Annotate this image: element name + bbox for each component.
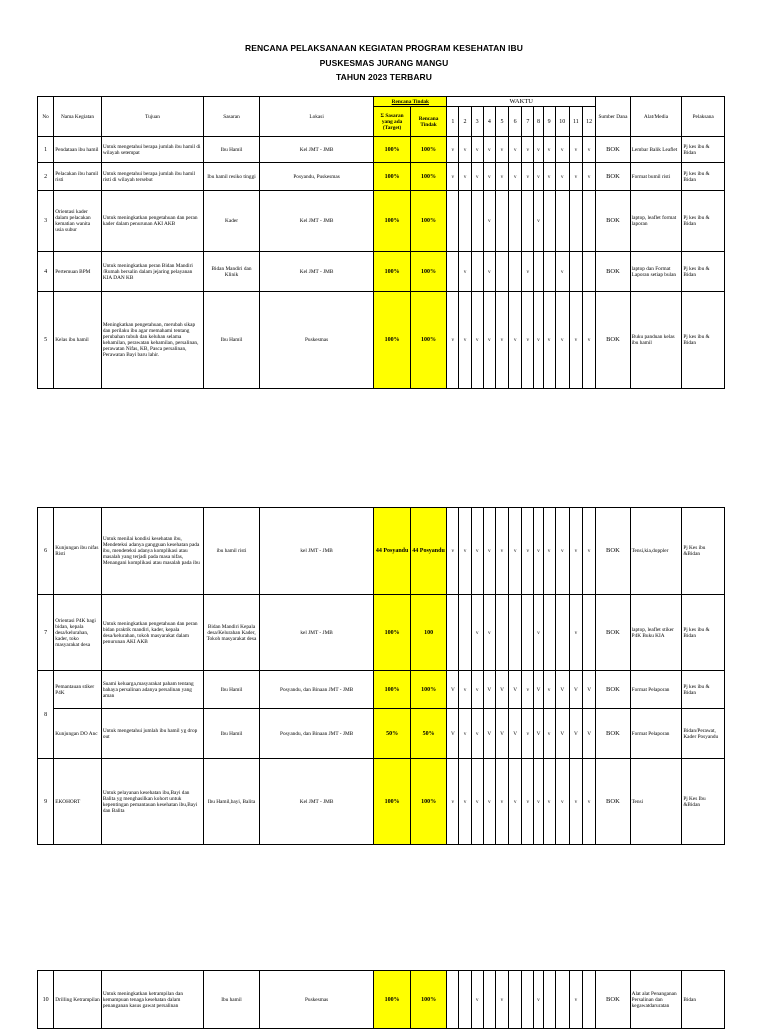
- month-mark: [471, 252, 483, 292]
- month-mark: [471, 191, 483, 252]
- activity-target-group: Ibu Hamil,bayi, Balita: [204, 759, 260, 845]
- row-number: 8: [38, 671, 54, 759]
- month-mark: v: [543, 759, 555, 845]
- col-waktu: WAKTU: [447, 97, 596, 107]
- month-mark: v: [543, 709, 555, 759]
- col-nama: Nama Kegiatan: [54, 97, 102, 137]
- plan-percent: 100: [410, 595, 446, 671]
- table-row: [38, 709, 725, 759]
- target-percent: 100%: [374, 191, 410, 252]
- tools-media: Alat alat Penanganan Persalinan dan kegawatdaruratan: [630, 971, 682, 1029]
- plan-percent: 100%: [410, 971, 446, 1029]
- month-mark: [569, 191, 582, 252]
- table-row: [38, 163, 725, 191]
- month-mark: V: [447, 709, 459, 759]
- activity-location: Posyandu, Puskesmas: [259, 163, 373, 191]
- funding-source: BOK: [596, 137, 630, 163]
- row-number: 2: [38, 163, 54, 191]
- activity-goal: Untuk mengetahui berapa jumlah ibu hamil di wilayah setempat: [101, 137, 203, 163]
- tools-media: Buku panduan kelas ibu hamil: [630, 292, 682, 389]
- col-pelaksana: Pelaksana: [682, 97, 725, 137]
- month-mark: v: [483, 292, 495, 389]
- activity-target-group: Ibu Hamil: [204, 137, 260, 163]
- month-mark: [509, 595, 522, 671]
- plan-table-c: [37, 970, 725, 1029]
- month-mark: [583, 191, 596, 252]
- month-mark: V: [569, 671, 582, 709]
- col-lokasi: Lokasi: [259, 97, 373, 137]
- month-mark: v: [459, 671, 471, 709]
- month-mark: [543, 252, 555, 292]
- activity-name: Drilling Ketrampilan: [54, 971, 102, 1029]
- activity-name: Orientasi kader dalam pelacakan kematian wanita usia subur: [54, 191, 102, 252]
- activity-target-group: Ibu Hamil: [204, 292, 260, 389]
- month-mark: [509, 252, 522, 292]
- month-mark: v: [569, 595, 582, 671]
- month-mark: v: [483, 137, 495, 163]
- table-row: [38, 759, 725, 845]
- month-mark: [583, 252, 596, 292]
- month-mark: v: [471, 971, 483, 1029]
- month-mark: v: [569, 292, 582, 389]
- tools-media: Tensi: [630, 759, 682, 845]
- implementer: Pj Kes Ibu &Bidan: [682, 759, 725, 845]
- month-mark: V: [495, 671, 508, 709]
- col-month: 11: [569, 107, 582, 137]
- plan-percent: 100%: [410, 292, 446, 389]
- activity-location: Kel JMT - JMB: [259, 137, 373, 163]
- month-mark: v: [509, 508, 522, 595]
- month-mark: [522, 971, 534, 1029]
- month-mark: v: [459, 163, 471, 191]
- activity-target-group: Ibu hamil resiko tinggi: [204, 163, 260, 191]
- month-mark: v: [583, 759, 596, 845]
- month-mark: v: [447, 292, 459, 389]
- target-percent: 100%: [374, 137, 410, 163]
- implementer: Bidan: [682, 971, 725, 1029]
- month-mark: v: [522, 759, 534, 845]
- activity-target-group: Kader: [204, 191, 260, 252]
- month-mark: v: [534, 292, 543, 389]
- col-month: 12: [583, 107, 596, 137]
- month-mark: [483, 971, 495, 1029]
- activity-goal: Untuk pelayanan kesehatan ibu,Bayi dan Balita yg menghasilkan kohort untuk kepentingan pemantauan kesehatan ibu,Bayi dan Balita: [101, 759, 203, 845]
- row-number: 5: [38, 292, 54, 389]
- activity-location: Kel JMT - JMB: [259, 252, 373, 292]
- month-mark: v: [495, 508, 508, 595]
- row-number: 10: [38, 971, 54, 1029]
- activity-goal: Untuk menilai kondisi kesehatan ibu, Mendeteksi adanya gangguan kesehatan pada ibu, mendeteksi adanya komplikasi atau masalah yang terjadi pada masa nifas, Menangani komplikasi atau masalah pada ibu: [101, 508, 203, 595]
- col-rencana-tindak: Rencana Tindak: [374, 97, 447, 107]
- implementer: Pj kes ibu & Bidan: [682, 137, 725, 163]
- month-mark: v: [534, 163, 543, 191]
- implementer: Pj Kes ibu &Bidan: [682, 508, 725, 595]
- row-number: 7: [38, 595, 54, 671]
- row-number: 1: [38, 137, 54, 163]
- month-mark: v: [522, 137, 534, 163]
- activity-goal: Meningkatkan pengetahuan, merubah sikap dan perilaku ibu agar memahami tentang perubahan tubuh dan keluhan selama kehamilan, perawatan kehamilan, persalinan, perawatan Nifas, KB, Pasca persalinan, Perawatan Bayi baru lahir.: [101, 292, 203, 389]
- month-mark: v: [509, 759, 522, 845]
- month-mark: v: [522, 671, 534, 709]
- table-row: [38, 252, 725, 292]
- month-mark: V: [509, 709, 522, 759]
- month-mark: v: [483, 759, 495, 845]
- month-mark: [509, 191, 522, 252]
- activity-target-group: Bidan Mandiri dan Klinik: [204, 252, 260, 292]
- activity-goal: Untuk mengetahui jumlah ibu hamil yg drop out: [101, 709, 203, 759]
- target-percent: 100%: [374, 595, 410, 671]
- row-number: 4: [38, 252, 54, 292]
- activity-location: kel JMT - JMB: [259, 595, 374, 671]
- activity-goal: Untuk meningkatkan pengetahuan dan peran kader dalam penurunan AKI AKB: [101, 191, 203, 252]
- month-mark: V: [509, 671, 522, 709]
- activity-name: Pertemuan BPM: [54, 252, 102, 292]
- table-row: [38, 508, 725, 595]
- plan-percent: 100%: [410, 671, 446, 709]
- month-mark: v: [555, 137, 569, 163]
- plan-percent: 100%: [410, 191, 446, 252]
- month-mark: v: [534, 508, 543, 595]
- col-alat: Alat/Media: [630, 97, 682, 137]
- funding-source: BOK: [596, 252, 630, 292]
- month-mark: v: [495, 759, 508, 845]
- month-mark: v: [522, 163, 534, 191]
- month-mark: [495, 252, 508, 292]
- implementer: Pj kes ibu & Bidan: [682, 292, 725, 389]
- month-mark: V: [555, 709, 569, 759]
- month-mark: v: [471, 163, 483, 191]
- month-mark: [583, 595, 596, 671]
- month-mark: v: [555, 252, 569, 292]
- col-sasaran: Sasaran: [204, 97, 260, 137]
- plan-percent: 100%: [410, 759, 446, 845]
- month-mark: v: [543, 508, 555, 595]
- month-mark: V: [483, 671, 495, 709]
- month-mark: v: [447, 137, 459, 163]
- month-mark: v: [483, 191, 495, 252]
- col-month: 10: [555, 107, 569, 137]
- activity-name: Pelacakan ibu hamil risti: [54, 163, 102, 191]
- month-mark: v: [447, 508, 459, 595]
- tools-media: Format Pelaporan: [630, 671, 682, 709]
- target-percent: 100%: [374, 971, 410, 1029]
- col-month: 1: [447, 107, 459, 137]
- month-mark: v: [495, 163, 508, 191]
- activity-goal: Untuk meningkatkan peran Bidan Mandiri /Rumah bersalin dalam jejaring pelayanan KIA DAN KB: [101, 252, 203, 292]
- month-mark: V: [583, 671, 596, 709]
- month-mark: [555, 595, 569, 671]
- month-mark: V: [495, 709, 508, 759]
- month-mark: V: [569, 709, 582, 759]
- activity-target-group: Bidan Mandiri Kepala desa/Kelurahan Kader, Tokoh masyarakat desa: [204, 595, 260, 671]
- month-mark: v: [459, 508, 471, 595]
- activity-name: Kunjungan DO Anc: [54, 709, 102, 759]
- page-title: RENCANA PELAKSANAAN KEGIATAN PROGRAM KESEHATAN IBU: [245, 43, 523, 53]
- tools-media: Format bumil risti: [630, 163, 682, 191]
- month-mark: v: [471, 595, 483, 671]
- month-mark: v: [483, 508, 495, 595]
- month-mark: v: [471, 137, 483, 163]
- col-month: 7: [522, 107, 534, 137]
- month-mark: v: [509, 163, 522, 191]
- month-mark: [543, 191, 555, 252]
- month-mark: v: [522, 709, 534, 759]
- month-mark: v: [543, 163, 555, 191]
- tools-media: laptop, leaflet format laporan: [630, 191, 682, 252]
- implementer: Pj kes ibu & Bidan: [682, 191, 725, 252]
- col-month: 4: [483, 107, 495, 137]
- target-percent: 100%: [374, 671, 410, 709]
- month-mark: [495, 191, 508, 252]
- table-row: [38, 191, 725, 252]
- funding-source: BOK: [596, 759, 630, 845]
- activity-target-group: Ibu hamil: [204, 971, 260, 1029]
- month-mark: v: [583, 292, 596, 389]
- month-mark: v: [471, 292, 483, 389]
- activity-name: EKOHORT: [54, 759, 102, 845]
- month-mark: v: [483, 252, 495, 292]
- month-mark: V: [534, 709, 543, 759]
- funding-source: BOK: [596, 508, 630, 595]
- month-mark: [447, 252, 459, 292]
- month-mark: V: [483, 709, 495, 759]
- month-mark: v: [522, 292, 534, 389]
- col-month: 2: [459, 107, 471, 137]
- month-mark: v: [555, 163, 569, 191]
- funding-source: BOK: [596, 163, 630, 191]
- month-mark: [555, 971, 569, 1029]
- month-mark: v: [543, 292, 555, 389]
- month-mark: [495, 595, 508, 671]
- col-month: 8: [534, 107, 543, 137]
- activity-target-group: Ibu Hamil: [204, 671, 260, 709]
- month-mark: [447, 191, 459, 252]
- month-mark: v: [509, 137, 522, 163]
- activity-goal: Untuk meningkatkan pengetahuan dan peran bidan praktik mandiri, kader, kepala desa/kelurahan, tokoh masyarakat dalam penurunan AKI AKB: [101, 595, 203, 671]
- tools-media: Tensi,kia,doppler: [630, 508, 682, 595]
- month-mark: v: [555, 508, 569, 595]
- target-percent: 44 Posyandu: [374, 508, 410, 595]
- funding-source: BOK: [596, 595, 630, 671]
- activity-name: Kelas ibu hamil: [54, 292, 102, 389]
- plan-percent: 100%: [410, 252, 446, 292]
- month-mark: [447, 971, 459, 1029]
- month-mark: v: [534, 191, 543, 252]
- plan-percent: 50%: [410, 709, 446, 759]
- tools-media: laptop dan Format Laporan setiap bulan: [630, 252, 682, 292]
- month-mark: v: [495, 971, 508, 1029]
- month-mark: [522, 191, 534, 252]
- month-mark: [459, 971, 471, 1029]
- month-mark: v: [459, 759, 471, 845]
- month-mark: v: [471, 759, 483, 845]
- row-number: 3: [38, 191, 54, 252]
- month-mark: v: [543, 671, 555, 709]
- implementer: Pj kes ibu & Bidan: [682, 595, 725, 671]
- month-mark: V: [447, 671, 459, 709]
- month-mark: [583, 971, 596, 1029]
- funding-source: BOK: [596, 191, 630, 252]
- month-mark: [459, 595, 471, 671]
- table-row: [38, 137, 725, 163]
- plan-table-a: [37, 96, 725, 389]
- activity-location: Puskesmas: [259, 292, 373, 389]
- month-mark: v: [483, 163, 495, 191]
- month-mark: v: [509, 292, 522, 389]
- table-row: [38, 671, 725, 709]
- col-sasaran-target: Σ Sasaran yang ada (Target): [374, 107, 410, 137]
- target-percent: 50%: [374, 709, 410, 759]
- month-mark: [509, 971, 522, 1029]
- activity-location: Posyandu, dan Binaan JMT - JMB: [259, 671, 374, 709]
- month-mark: [543, 595, 555, 671]
- month-mark: v: [569, 163, 582, 191]
- col-rencana-sub: Rencana Tindak: [410, 107, 446, 137]
- table-row: [38, 292, 725, 389]
- funding-source: BOK: [596, 292, 630, 389]
- month-mark: v: [495, 292, 508, 389]
- col-no: No: [38, 97, 54, 137]
- tools-media: laptop, leaflet stiker P4K Buku KIA: [630, 595, 682, 671]
- activity-location: Posyandu, dan Binaan JMT - JMB: [259, 709, 374, 759]
- month-mark: v: [459, 137, 471, 163]
- implementer: Pj kes ibu & Bidan: [682, 163, 725, 191]
- activity-name: Pemantauan stiker P4K: [54, 671, 102, 709]
- funding-source: BOK: [596, 971, 630, 1029]
- month-mark: V: [555, 671, 569, 709]
- activity-location: Puskesmas: [259, 971, 374, 1029]
- month-mark: v: [555, 292, 569, 389]
- col-month: 3: [471, 107, 483, 137]
- implementer: Pj kes ibu & Bidan: [682, 671, 725, 709]
- implementer: Pj kes ibu & Bidan: [682, 252, 725, 292]
- activity-name: Kunjungan ibu nifas Risti: [54, 508, 102, 595]
- month-mark: v: [471, 671, 483, 709]
- row-number: 6: [38, 508, 54, 595]
- month-mark: v: [543, 137, 555, 163]
- col-sumber-dana: Sumber Dana: [596, 97, 630, 137]
- col-month: 9: [543, 107, 555, 137]
- row-number: 9: [38, 759, 54, 845]
- target-percent: 100%: [374, 163, 410, 191]
- activity-location: Kel JMT - JMB: [259, 191, 373, 252]
- target-percent: 100%: [374, 252, 410, 292]
- target-percent: 100%: [374, 292, 410, 389]
- month-mark: [447, 595, 459, 671]
- month-mark: v: [569, 759, 582, 845]
- page-year: TAHUN 2023 TERBARU: [335, 72, 433, 82]
- month-mark: v: [583, 163, 596, 191]
- month-mark: v: [555, 759, 569, 845]
- month-mark: v: [569, 508, 582, 595]
- month-mark: [543, 971, 555, 1029]
- month-mark: v: [569, 137, 582, 163]
- month-mark: v: [447, 163, 459, 191]
- month-mark: v: [583, 508, 596, 595]
- month-mark: v: [534, 759, 543, 845]
- funding-source: BOK: [596, 671, 630, 709]
- funding-source: BOK: [596, 709, 630, 759]
- col-month: 5: [495, 107, 508, 137]
- plan-percent: 44 Posyandu: [410, 508, 446, 595]
- tools-media: Lembar Balik Leaflet: [630, 137, 682, 163]
- implementer: Bidan/Perawat, Kader Posyandu: [682, 709, 725, 759]
- activity-name: Orientasi P4K bagi bidan, kepala desa/kelurahan, kader, toko masyarakat desa: [54, 595, 102, 671]
- month-mark: v: [447, 759, 459, 845]
- month-mark: v: [459, 252, 471, 292]
- month-mark: V: [583, 709, 596, 759]
- month-mark: [534, 252, 543, 292]
- plan-table-b: [37, 507, 725, 845]
- page-subtitle: PUSKESMAS JURANG MANGU: [319, 58, 449, 68]
- month-mark: v: [534, 595, 543, 671]
- month-mark: v: [483, 595, 495, 671]
- month-mark: v: [534, 137, 543, 163]
- table-row: [38, 971, 725, 1029]
- month-mark: v: [583, 137, 596, 163]
- month-mark: [522, 595, 534, 671]
- target-percent: 100%: [374, 759, 410, 845]
- activity-goal: Untuk mengetahui berapa jumlah ibu hamil risti di wilayah tersebut: [101, 163, 203, 191]
- month-mark: [555, 191, 569, 252]
- tools-media: Format Pelaporan: [630, 709, 682, 759]
- month-mark: v: [471, 709, 483, 759]
- activity-goal: Suami keluarga,masyarakat paham tentang bahaya persalinan adanya persalinan yang aman: [101, 671, 203, 709]
- activity-location: Kel JMT - JMB: [259, 759, 374, 845]
- month-mark: [459, 191, 471, 252]
- month-mark: [569, 252, 582, 292]
- month-mark: v: [471, 508, 483, 595]
- activity-target-group: Ibu Hamil: [204, 709, 260, 759]
- activity-target-group: ibu hamil risti: [204, 508, 260, 595]
- col-tujuan: Tujuan: [101, 97, 203, 137]
- month-mark: V: [534, 671, 543, 709]
- table-row: [38, 595, 725, 671]
- month-mark: v: [459, 292, 471, 389]
- activity-location: kel JMT - JMB: [259, 508, 374, 595]
- month-mark: v: [522, 508, 534, 595]
- plan-percent: 100%: [410, 137, 446, 163]
- month-mark: v: [534, 971, 543, 1029]
- month-mark: v: [459, 709, 471, 759]
- activity-name: Pendataan ibu hamil: [54, 137, 102, 163]
- month-mark: v: [522, 252, 534, 292]
- activity-goal: Untuk meningkatkan ketrampilan dan kemampuan tenaga kesehatan dalam penanganan kasus gawat persalinan: [101, 971, 203, 1029]
- month-mark: v: [569, 971, 582, 1029]
- month-mark: v: [495, 137, 508, 163]
- col-month: 6: [509, 107, 522, 137]
- plan-percent: 100%: [410, 163, 446, 191]
